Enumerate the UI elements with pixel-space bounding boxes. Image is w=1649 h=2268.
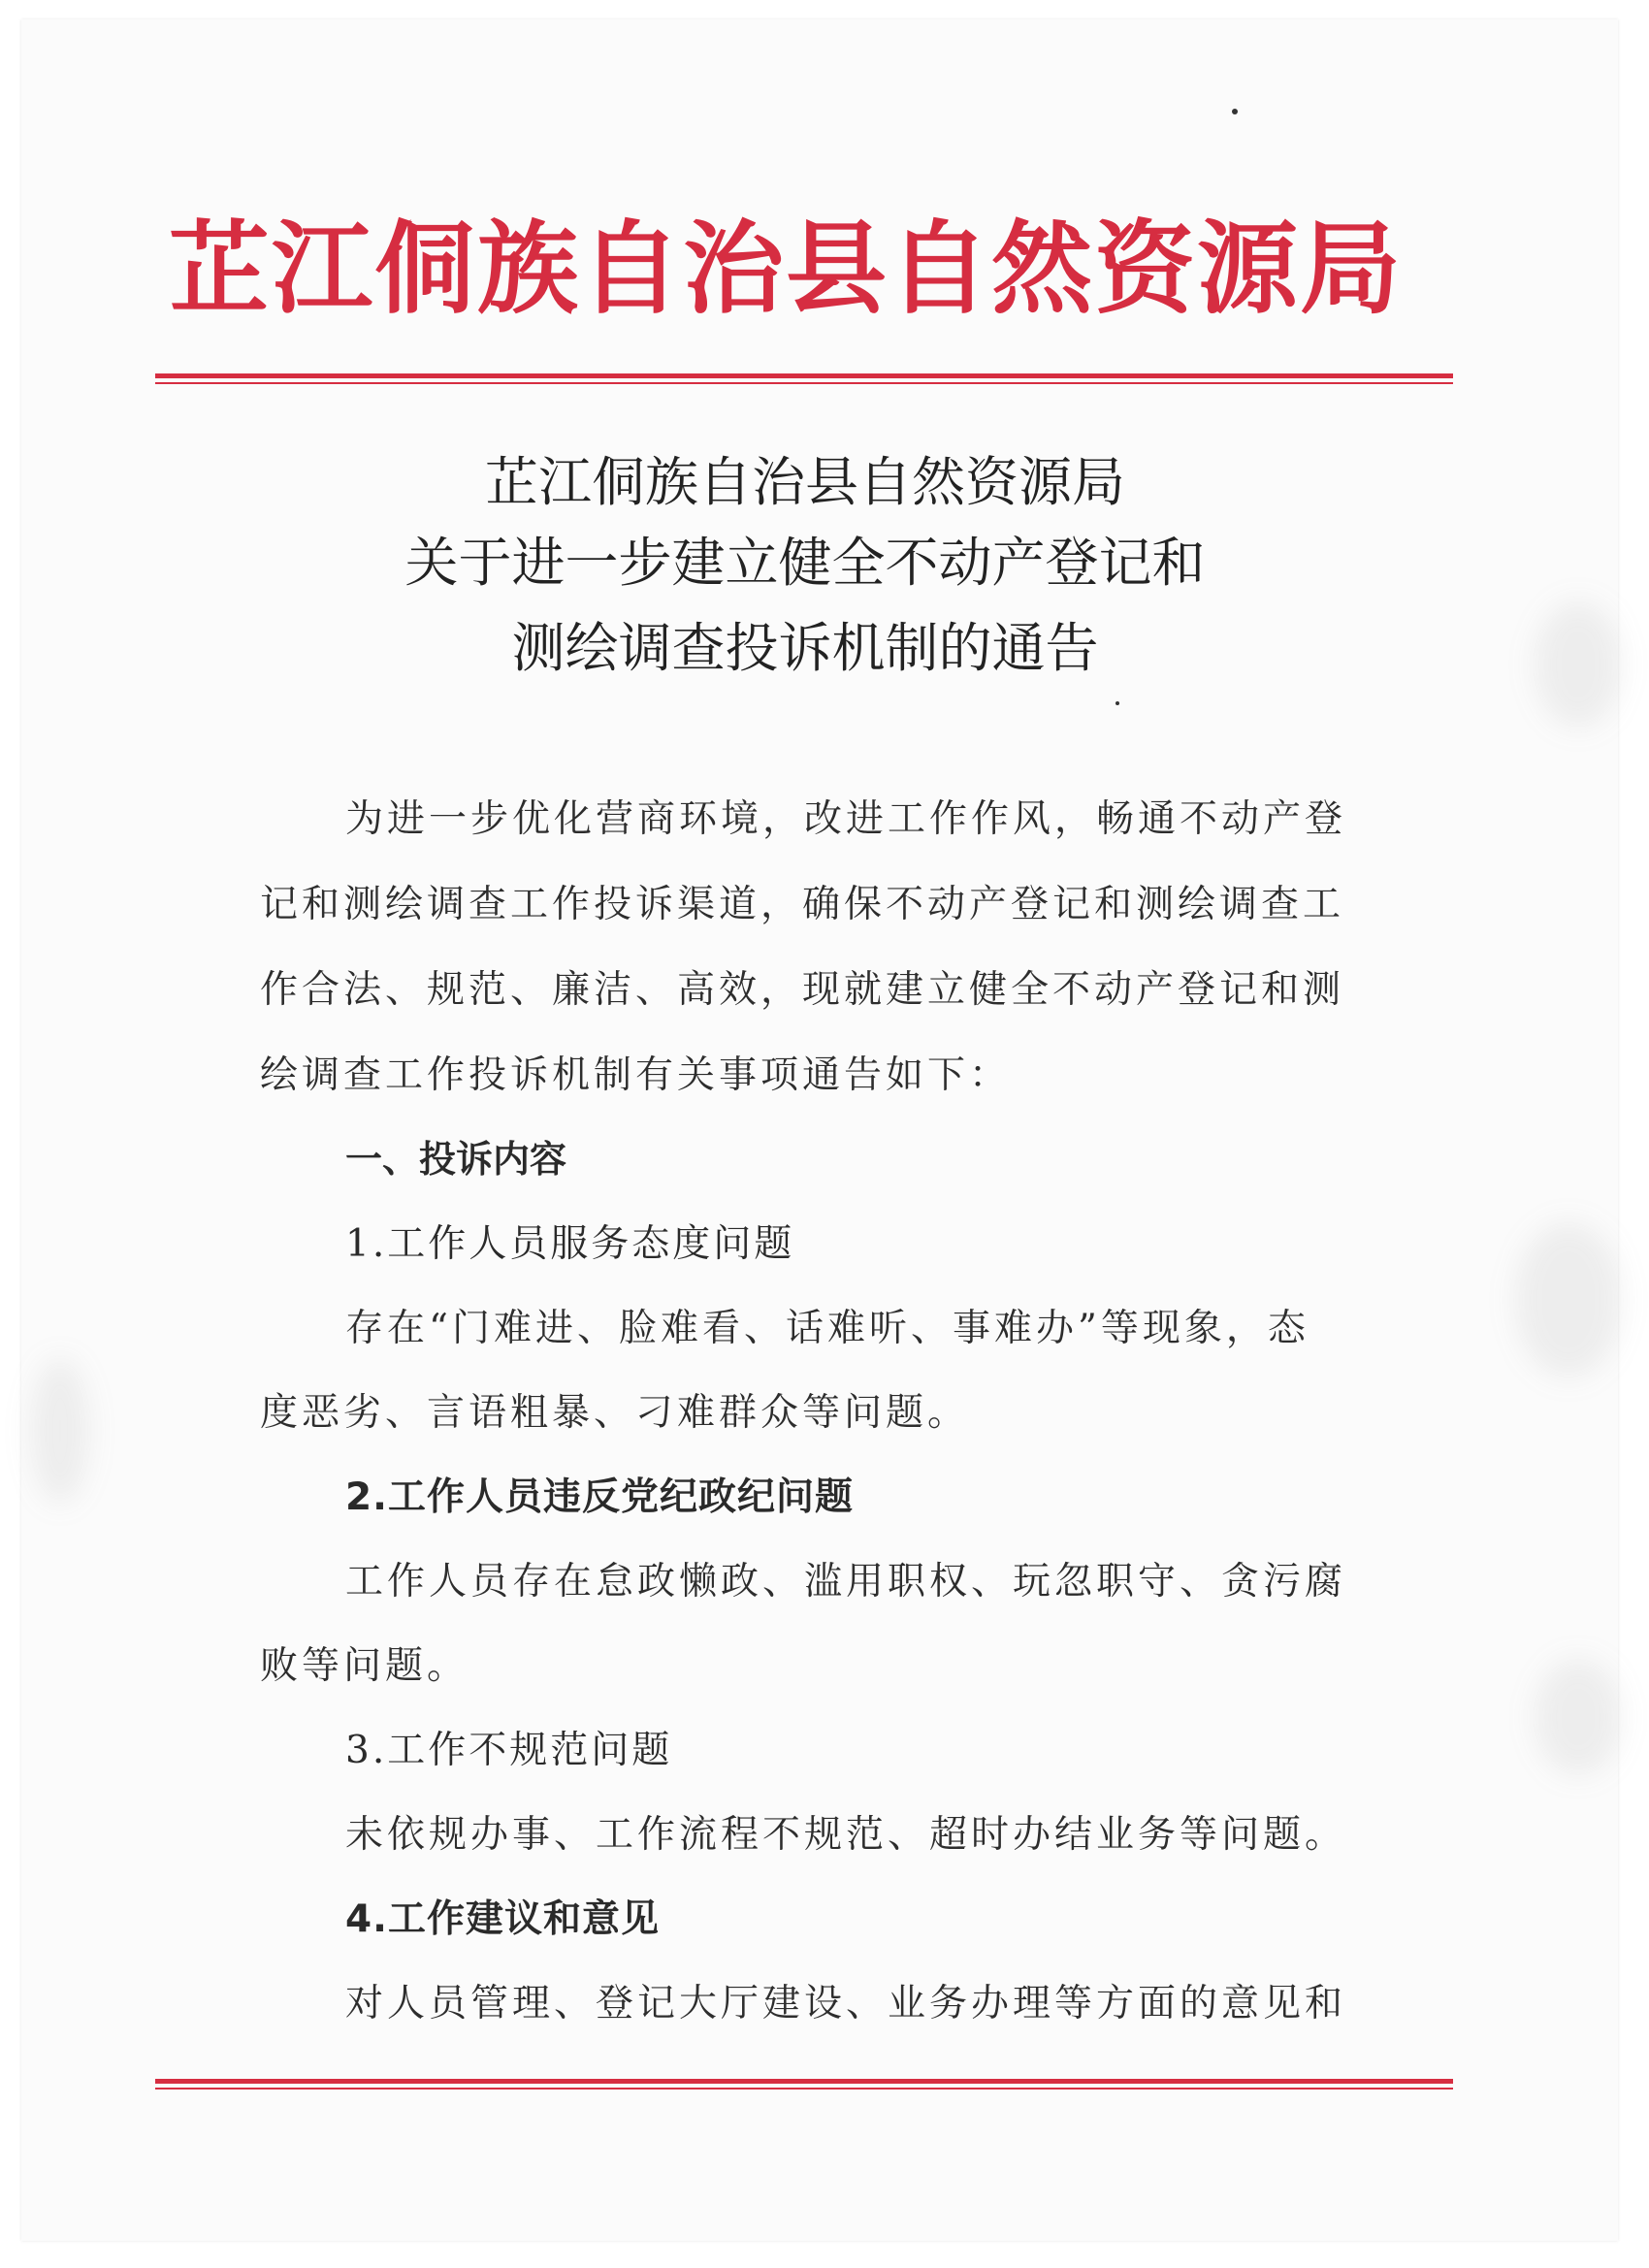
notice-title-line-2: 关于进一步建立健全不动产登记和 (404, 532, 1206, 594)
item-2-line-2: 败等问题。 (260, 1644, 469, 1688)
intro-line-3: 作合法、规范、廉洁、高效，现就建立健全不动产登记和测 (260, 968, 1345, 1012)
scan-speck (1232, 109, 1238, 114)
scan-smudge (1535, 1659, 1622, 1775)
item-heading-2: 2.工作人员违反党纪政纪问题 (345, 1475, 854, 1519)
item-heading-3: 3.工作不规范问题 (345, 1729, 673, 1772)
item-2-line-1: 工作人员存在怠政懒政、滥用职权、玩忽职守、贪污腐 (345, 1560, 1347, 1604)
letterhead-divider-bottom (155, 2079, 1453, 2090)
item-1-line-1: 存在“门难进、脸难看、话难听、事难办”等现象，态 (345, 1307, 1310, 1350)
intro-line-2: 记和测绘调查工作投诉渠道，确保不动产登记和测绘调查工 (260, 883, 1345, 926)
scan-smudge (31, 1358, 89, 1504)
scan-smudge (1535, 601, 1622, 728)
letterhead-agency-name: 芷江侗族自治县自然资源局 (168, 209, 1403, 328)
section-heading-complaint-content: 一、投诉内容 (345, 1138, 567, 1181)
item-heading-1: 1.工作人员服务态度问题 (345, 1222, 795, 1266)
notice-title-line-1: 芷江侗族自治县自然资源局 (484, 451, 1125, 513)
scan-smudge (1515, 1222, 1622, 1377)
letterhead-divider-top (155, 373, 1453, 384)
document-page (21, 19, 1618, 2241)
scan-speck (1116, 701, 1119, 705)
item-3-line-1: 未依规办事、工作流程不规范、超时办结业务等问题。 (345, 1813, 1347, 1857)
item-heading-4: 4.工作建议和意见 (345, 1897, 660, 1941)
notice-title-line-3: 测绘调查投诉机制的通告 (511, 617, 1099, 679)
intro-line-4: 绘调查工作投诉机制有关事项通告如下： (260, 1053, 1012, 1097)
item-4-line-1: 对人员管理、登记大厅建设、业务办理等方面的意见和 (345, 1982, 1347, 2025)
item-1-line-2: 度恶劣、言语粗暴、刁难群众等问题。 (260, 1391, 970, 1435)
intro-line-1: 为进一步优化营商环境，改进工作作风，畅通不动产登 (345, 797, 1347, 841)
